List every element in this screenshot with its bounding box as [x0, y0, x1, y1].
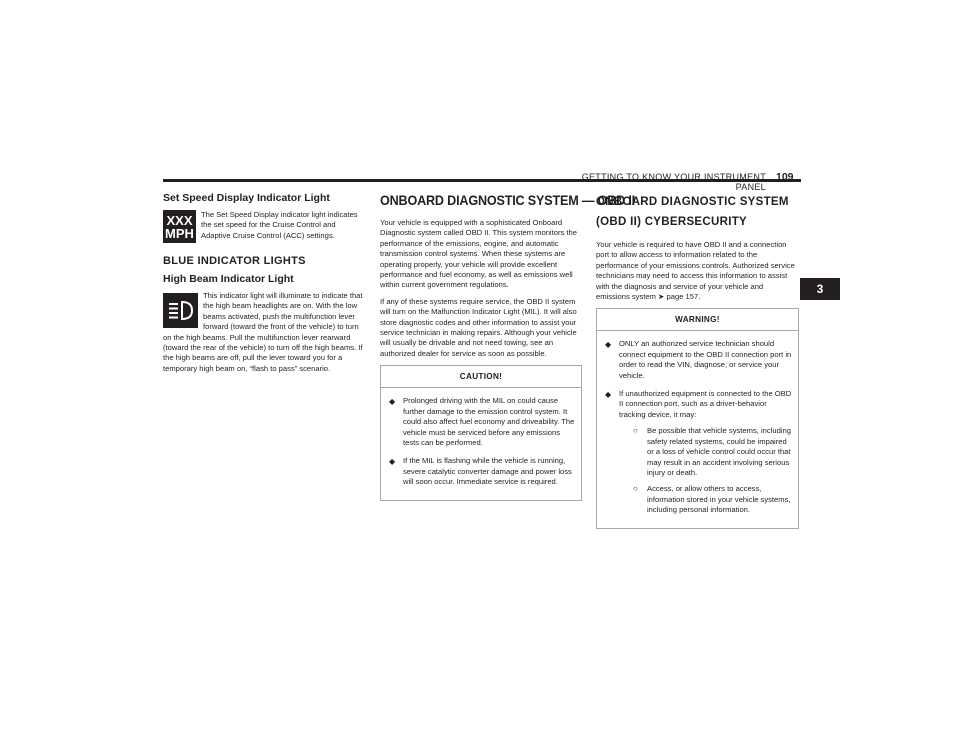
caution-list [381, 388, 581, 499]
warning-item: ◆ ONLY an authorized service technician should connect equipment to the OBD II connection port in order to read the VIN, diagnose, or service your vehicle. [605, 339, 792, 380]
set-speed-text: The Set Speed Display indicator light indicates the set speed for the Cruise Control and Adaptive Cruise Control (ACC) settings. [201, 210, 358, 240]
caution-item: ◆ If the MIL is flashing while the vehicle is running, severe catalytic converter damage and power loss will soon occur. Immediate service is required. [389, 456, 572, 487]
chapter-tab[interactable]: 3 [800, 278, 840, 300]
circle-bullet-icon: ○ [633, 426, 638, 436]
set-speed-icon [163, 210, 196, 243]
warning-list [597, 331, 798, 527]
caution-item: ◆ Prolonged driving with the MIL on could cause further damage to the emission control system. It could also affect fuel economy and driveability. The vehicle must be serviced before any emissions tests can be performed. [389, 396, 575, 447]
column-2 [380, 192, 635, 501]
cyber-title-line1: ONBOARD DIAGNOSTIC SYSTEM [596, 196, 789, 208]
high-beam-block [163, 291, 365, 374]
obd-para-2: If any of these systems require service, the OBD II system will turn on the Malfunction Indicator Light (MIL). It will also store diagnostic codes and other information to assist your service technician in making repairs. Although your vehicle will usually be drivable and not need towing, see an authorized dealer for service as soon as possible. [380, 296, 577, 358]
cyber-title-line2: (OBD II) CYBERSECURITY [596, 216, 747, 228]
set-speed-block [163, 210, 365, 243]
high-beam-icon [163, 293, 198, 328]
caution-box [380, 365, 582, 500]
warning-heading: WARNING! [597, 309, 798, 331]
warning-sub-item: ○ Access, or allow others to access, information stored in your vehicle systems, including personal information. [633, 484, 791, 515]
blue-indicator-title: BLUE INDICATOR LIGHTS [163, 255, 306, 267]
arrow-icon: ➤ [658, 292, 665, 302]
set-speed-icon-line1: XXX [166, 212, 193, 228]
column-1 [163, 192, 365, 374]
set-speed-title: Set Speed Display Indicator Light [163, 192, 330, 204]
high-beam-title: High Beam Indicator Light [163, 273, 294, 285]
page-number: 109 [776, 171, 794, 183]
diamond-bullet-icon: ◆ [605, 390, 612, 400]
caution-heading: CAUTION! [381, 366, 581, 388]
page-ref-link[interactable]: page 157. [666, 292, 701, 302]
diamond-bullet-icon: ◆ [605, 340, 612, 350]
diamond-bullet-icon: ◆ [389, 397, 396, 407]
obd-para-1: Your vehicle is equipped with a sophisticated Onboard Diagnostic system called OBD II. This system monitors the performance of the emissions, engine, and automatic transmission control systems. When these systems are operating properly, your vehicle will provide excellent performance and fuel economy, as well as emissions well within current government regulations. [380, 218, 577, 290]
cyber-para-1: Your vehicle is required to have OBD II and a connection port to allow access to information related to the performance of your emissions controls. Authorized service technicians may need to access this information to assist with the diagnosis and service of your vehicle and emissions system ➤ page 157. [596, 240, 795, 302]
warning-item: ◆ If unauthorized equipment is connected to the OBD II connection port, such as a driver-behavior tracking device, it may: ○ Be possible that vehicle systems, including safety related systems, could be impaired or a loss of vehicle control could occur that may result in an accident involving serious injury or death. ○ Access, or allow others to access, information stored in your vehicle systems, including personal information. [605, 389, 792, 515]
column-3 [596, 192, 799, 529]
set-speed-icon-line2: MPH [165, 225, 194, 241]
high-beam-text: This indicator light will illuminate to indicate that the high beam headlights are on. With the low beams activated, push the multifunction lever forward (toward the front of the vehicle) to turn on the high beams. Pull the multifunction lever rearward (toward the rear of the vehicle) to turn off the high beams. If the high beams are off, pull the lever toward you for a temporary high beam on, “flash to pass” scenario. [163, 291, 363, 373]
circle-bullet-icon: ○ [633, 484, 638, 494]
obd-title: ONBOARD DIAGNOSTIC SYSTEM — OBD II [380, 192, 635, 208]
running-head: GETTING TO KNOW YOUR INSTRUMENT PANEL [581, 172, 766, 192]
warning-box [596, 308, 799, 528]
warning-sub-item: ○ Be possible that vehicle systems, including safety related systems, could be impaired or a loss of vehicle control could occur that may result in an accident involving serious injury or death. [633, 426, 791, 477]
diamond-bullet-icon: ◆ [389, 457, 396, 467]
